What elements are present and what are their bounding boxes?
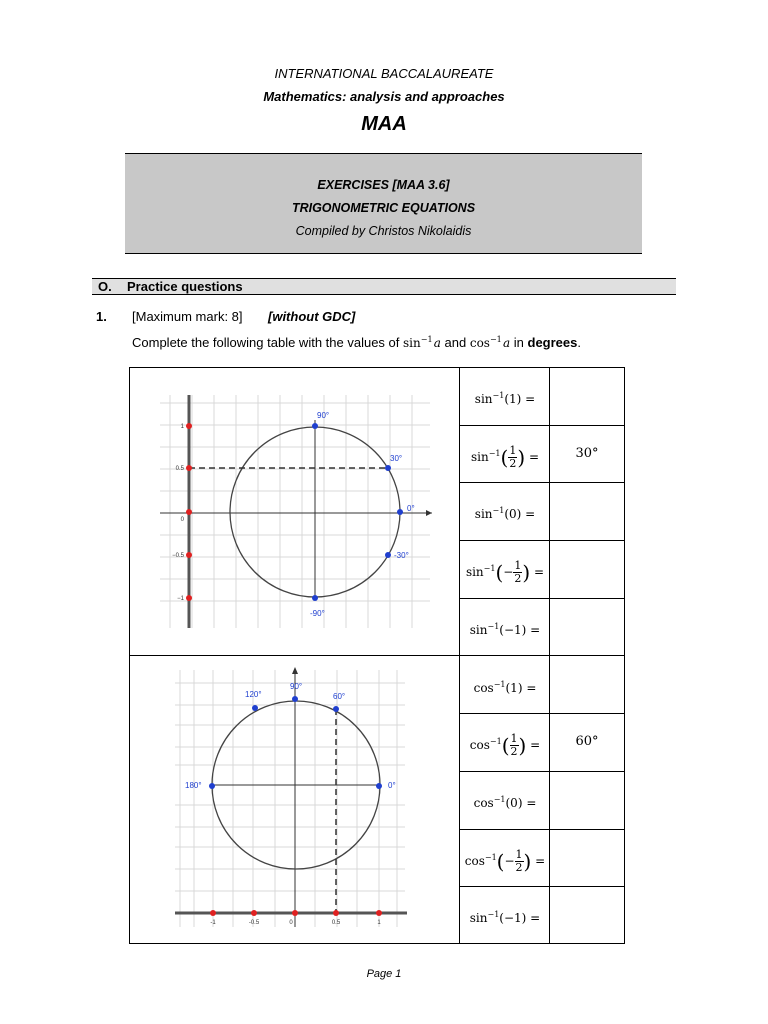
label-minus90: -90° <box>310 609 325 618</box>
table-expression: $\sin^{-1}$( $\frac{1}{2}$ ) = <box>470 444 540 470</box>
table-answer-cell[interactable] <box>550 367 624 425</box>
table-answer-cell[interactable] <box>550 540 624 598</box>
table-answer-cell[interactable] <box>550 771 624 829</box>
tick-minus1: -1 <box>210 920 216 926</box>
cos-unit-circle-graph <box>175 665 407 930</box>
sin-inverse-expr: $\sin^{-1}$ a <box>403 335 441 350</box>
table-answer-cell[interactable]: 60° <box>575 734 599 749</box>
tick-0: 0 <box>289 920 293 926</box>
section-header <box>92 278 676 295</box>
tick-0.5: 0.5 <box>331 920 341 926</box>
table-expression: $\cos^{-1}$( $\frac{1}{2}$ ) = <box>469 732 541 758</box>
table-expression: $\sin^{-1}(-1)$ = <box>469 910 541 925</box>
label-30: 30° <box>390 454 403 463</box>
table-expression: $\cos^{-1}(0)$ = <box>473 795 537 810</box>
tick-1: 1 <box>377 920 381 926</box>
table-answer-cell[interactable] <box>550 886 624 944</box>
page-number: Page 1 <box>366 968 402 980</box>
question-number: 1. <box>96 309 107 324</box>
tick-0: 0 <box>180 517 184 523</box>
in-text: in <box>513 335 524 350</box>
table-answer-cell[interactable]: 30° <box>575 446 599 461</box>
table-answer-cell[interactable] <box>550 482 624 540</box>
label-0: 0° <box>388 781 396 790</box>
exercise-title: EXERCISES [MAA 3.6] <box>317 178 450 192</box>
label-90: 90° <box>290 682 303 691</box>
tick-minus0.5: -0.5 <box>248 920 260 926</box>
sin-unit-circle-graph <box>160 390 435 630</box>
table-answer-cell[interactable] <box>550 656 624 714</box>
label-minus30: -30° <box>394 551 409 560</box>
question-instruction: Complete the following table with the values of $\sin^{-1}$ a and $\cos^{-1}$ a in degrees. <box>132 335 581 350</box>
course-code: MAA <box>361 113 407 135</box>
label-90: 90° <box>317 411 330 420</box>
tick-minus1: −1 <box>177 596 184 602</box>
table-expression: $\cos^{-1}(1)$ = <box>473 680 537 695</box>
question-gdc: [without GDC] <box>268 309 356 324</box>
cos-inverse-expr: $\cos^{-1}$ a <box>469 335 511 350</box>
table-answer-cell[interactable] <box>550 598 624 656</box>
table-expression: $\cos^{-1}(-$ $\frac{1}{2}$ ) = <box>464 848 546 874</box>
section-label: O. <box>98 279 112 294</box>
label-0: 0° <box>407 504 415 513</box>
tick-minus0.5: −0.5 <box>172 553 184 559</box>
topic-title: TRIGONOMETRIC EQUATIONS <box>291 201 476 215</box>
and-text: and <box>444 335 467 350</box>
table-expression: $\sin^{-1}(-$ $\frac{1}{2}$ ) = <box>465 559 545 585</box>
degrees-text: degrees <box>527 335 578 350</box>
title-box <box>125 153 642 254</box>
tick-0.5: 0.5 <box>175 466 184 472</box>
compiler-credit: Compiled by Christos Nikolaidis <box>295 224 472 238</box>
section-title: Practice questions <box>127 279 243 294</box>
grid <box>175 670 405 927</box>
table-expression: $\sin^{-1}(1)$ = <box>474 391 536 406</box>
label-120: 120° <box>245 690 262 699</box>
question-marks: [Maximum mark: 8] <box>132 309 243 324</box>
course-title: Mathematics: analysis and approaches <box>263 89 505 104</box>
table-answer-cell[interactable] <box>550 829 624 887</box>
label-60: 60° <box>333 692 346 701</box>
table-expression: $\sin^{-1}(-1)$ = <box>469 622 541 637</box>
table-expression: $\sin^{-1}(0)$ = <box>474 506 536 521</box>
label-180: 180° <box>185 781 202 790</box>
org-title: INTERNATIONAL BACCALAUREATE <box>274 66 494 81</box>
tick-1: 1 <box>180 424 184 430</box>
instruction-text: Complete the following table with the values of <box>132 335 400 350</box>
